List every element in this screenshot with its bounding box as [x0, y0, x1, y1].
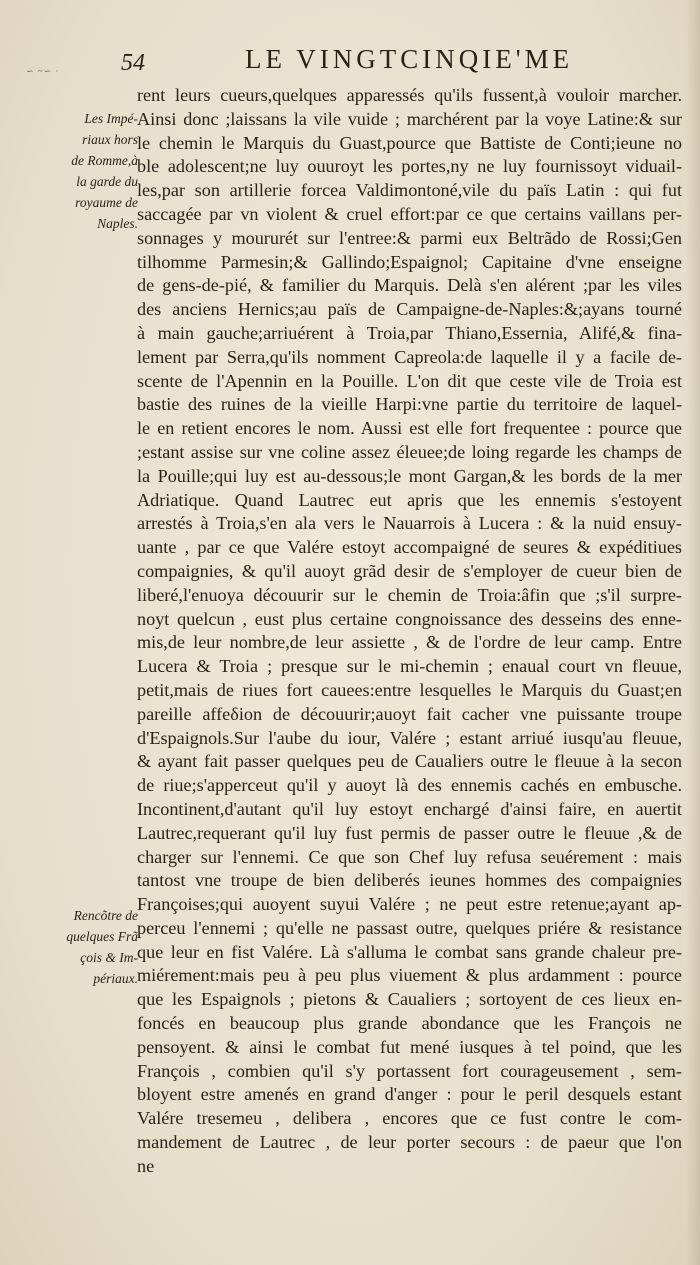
margin-note-line: Rencõtre de: [73, 908, 138, 923]
text-line: que les Espaignols ; pietons & Caualiers ; sortoyent de ces lieux en-: [137, 989, 682, 1010]
margin-note-line: Naples.: [97, 216, 138, 231]
text-line: & ayant fait passer quelques peu de Caualiers outre le fleuue à la secon: [137, 751, 682, 772]
text-line: le chemin le Marquis du Guast,pource que Battiste de Conti;ieune no: [137, 132, 682, 153]
text-line: tantost vne troupe de bien deliberés ieunes hommes des compaignies: [137, 870, 682, 891]
text-line: charger sur l'ennemi. Ce que son Chef luy refusa seuérement : mais: [137, 846, 682, 867]
text-line: arrestés à Troia,s'en ala vers le Nauarrois à Lucera : & la nuid ensuy-: [137, 513, 682, 534]
text-line: bastie des ruines de la vieille Harpi:vne partie du territoire de laquel-: [137, 394, 682, 415]
text-line: bloyent estre amenés en grand d'anger : pour le peril desquels estant: [137, 1084, 682, 1105]
text-line: tilhomme Parmesin;& Gallindo;Espaignol; Capitaine d'vne enseigne: [137, 251, 682, 272]
margin-note-line: de Romme,à: [71, 153, 138, 168]
text-line: des anciens Hernics;au païs de Campaigne-de-Naples:&;ayans tourné: [137, 299, 682, 320]
text-line: François , combien qu'il s'y portassent fort courageusement , sem-: [137, 1060, 682, 1081]
text-line: de gens-de-pié, & familier du Marquis. Delà s'en alérent ;par les viles: [137, 275, 682, 296]
corner-mark: ∽ ~∽ ·: [26, 66, 60, 76]
text-line: que leur en fist Valére. Là s'alluma le combat sans grande chaleur pre-: [137, 941, 682, 962]
text-line: de riue;s'apperceut qu'il y auoyt là des ennemis cachés en embusche.: [137, 775, 682, 796]
text-line: petit,mais de riues fort cauees:entre lesquelles le Marquis du Guast;en: [137, 679, 682, 700]
text-line: ne: [137, 1155, 155, 1176]
text-line: la Pouille;qui luy est au-dessous;le mont Gargan,& les bords de la mer: [137, 465, 682, 486]
page-number: 54: [121, 50, 145, 76]
text-line: sonnages y moururét sur l'entree:& parmi eux Beltrãdo de Rossi;Gen: [137, 227, 682, 248]
margin-note-imperials: [56, 108, 138, 234]
running-head: LE VINGTCINQIE'ME: [245, 44, 574, 74]
text-line: Adriatique. Quand Lautrec eut apris que les ennemis s'estoyent: [137, 489, 682, 510]
margin-note-line: quelques Frã: [66, 929, 138, 944]
page-edge-shadow: [686, 0, 700, 1265]
text-line: uante , par ce que Valére estoyt accompaigné de seures & expéditiues: [137, 537, 682, 558]
text-line: mandement de Lautrec , de leur porter secours : de paeur que l'on: [137, 1132, 682, 1153]
margin-note-line: la garde du: [76, 174, 138, 189]
text-line: saccagée par vn violent & cruel effort:par ce que certains vaillans per-: [137, 203, 682, 224]
text-line: compaignies, & qu'il auoyt grãd desir de s'employer de cueur bien de: [137, 560, 682, 581]
text-line: d'Espaignols.Sur l'aube du iour, Valére ; estant arriué iusqu'au fleuue,: [137, 727, 682, 748]
text-line: les,par son artillerie forcea Valdimontoné,vile du païs Latin : qui fut: [137, 180, 682, 201]
text-line: ;estant assise sur vne coline assez éleuee;de loing regarde les champs de: [137, 441, 682, 462]
text-line: scente de l'Apennin en la Pouille. L'on dit que ceste vile de Troia est: [137, 370, 682, 391]
text-line: liberé,l'enuoya découurir sur le chemin de Troia:âfin que ;s'il surpre-: [137, 584, 682, 605]
text-line: Ainsi donc ;laissans la vile vuide ; marchérent par la voye Latine:& sur: [137, 108, 682, 129]
text-line: Lautrec,requerant qu'il luy fust permis de passer outre le fleuue ,& de: [137, 822, 682, 843]
text-line: à main gauche;arriuérent à Troia,par Thiano,Essernia, Alifé,& fina-: [137, 322, 682, 343]
text-line: miérement:mais peu à peu plus viuement & plus ardamment : pource: [137, 965, 682, 986]
text-line: Incontinent,d'autant qu'il luy estoyt enchargé d'ainsi faire, en auertit: [137, 798, 682, 819]
text-line: foncés en beaucoup plus grande abondance que les François ne: [137, 1013, 682, 1034]
text-line: pensoyent. & ainsi le combat fut mené iusques à tel poind, que les: [137, 1036, 682, 1057]
margin-note-line: Les Impé-: [84, 111, 138, 126]
text-line: noyt quelcun , eust plus certaine congnoissance des desseins des enne-: [137, 608, 682, 629]
margin-note-line: çois & Im-: [80, 950, 138, 965]
margin-note-line: riaux hors: [82, 132, 138, 147]
text-line: lement par Serra,qu'ils nomment Capreola:de laquelle il y a facile de-: [137, 346, 682, 367]
text-line: pareille affeδion de découurir;auoyt fait cacher vne puissante troupe: [137, 703, 682, 724]
text-line: Lucera & Troia ; presque sur le mi-chemin ; enaual court vn fleuue,: [137, 656, 682, 677]
text-line: Valére tresemeu , delibera , encores que ce fust contre le com-: [137, 1108, 682, 1129]
text-line: ble adolescent;ne luy ouuroyt les portes,ny ne luy fournissoyt viduail-: [137, 156, 682, 177]
margin-note-encounter: [56, 905, 138, 989]
margin-note-line: périaux.: [93, 971, 138, 986]
text-line: rent leurs cueurs,quelques apparessés qu'ils fussent,à vouloir marcher.: [137, 85, 682, 105]
margin-note-line: royaume de: [75, 195, 138, 210]
text-line: mis,de leur nombre,de leur assiette , & de l'ordre de leur camp. Entre: [137, 632, 682, 653]
body-text: [137, 84, 682, 1179]
text-line: perceu l'ennemi ; qu'elle ne passast outre, quelques priére & resistance: [137, 917, 682, 938]
text-line: Françoises;qui auoyent suyui Valére ; ne peut estre retenue;ayant ap-: [137, 894, 682, 915]
text-line: le en retient encores le nom. Aussi est elle fort frequentee : pource que: [137, 418, 682, 439]
